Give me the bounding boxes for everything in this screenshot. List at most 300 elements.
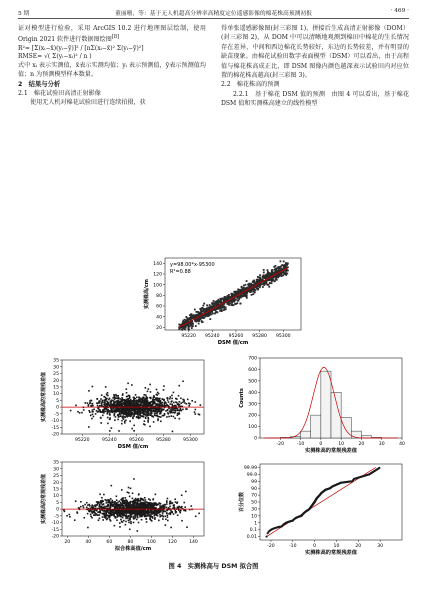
paragraph: 2.2.1 基于棉花 DSM 值的预测 由图 4 可以看出，基于棉花 DSM 值和实测株高建立的线性模型	[221, 90, 409, 108]
data-point	[132, 492, 134, 494]
data-point	[154, 510, 156, 512]
data-point	[267, 269, 269, 271]
data-point	[119, 398, 121, 400]
data-point	[121, 397, 123, 399]
data-point	[263, 269, 265, 271]
data-point	[137, 516, 139, 518]
data-point	[231, 296, 233, 298]
data-point	[139, 415, 141, 417]
data-point	[185, 321, 187, 323]
data-point	[128, 510, 130, 512]
data-point	[153, 401, 155, 403]
y-tick-label: 0.01	[246, 535, 257, 541]
data-point	[98, 400, 100, 402]
data-point	[129, 420, 131, 422]
data-point	[133, 408, 135, 410]
data-point	[109, 405, 111, 407]
data-point	[105, 516, 107, 518]
data-point	[205, 314, 207, 316]
data-point	[117, 515, 119, 517]
data-point	[173, 409, 175, 411]
data-point	[131, 504, 133, 506]
y-tick-label: 0	[254, 436, 257, 442]
data-point	[119, 522, 121, 524]
data-point	[120, 502, 122, 504]
data-point	[279, 266, 281, 268]
data-point	[202, 305, 204, 307]
data-point	[156, 397, 158, 399]
data-point	[199, 414, 201, 416]
data-point	[101, 497, 103, 499]
data-point	[90, 400, 92, 402]
paragraph: 式中 xᵢ 表示实测值，x̄表示实测均值；yᵢ 表示预测值，ȳ表示预测值均值；n 为预测模型样本数量。	[18, 61, 206, 79]
data-point	[143, 394, 145, 396]
data-point	[126, 392, 128, 394]
data-point	[130, 410, 132, 412]
histogram-bar	[321, 371, 331, 438]
data-point	[147, 420, 149, 422]
data-point	[238, 300, 240, 302]
data-point	[164, 511, 166, 513]
data-point	[142, 415, 144, 417]
data-point	[180, 409, 182, 411]
data-point	[155, 512, 157, 514]
data-point	[180, 510, 182, 512]
right-column	[221, 24, 409, 109]
data-point	[140, 512, 142, 514]
data-point	[144, 516, 146, 518]
data-point	[123, 514, 125, 516]
x-tick-label: 60	[106, 540, 113, 545]
data-point	[99, 514, 101, 516]
data-point	[151, 509, 153, 511]
data-point	[110, 411, 112, 413]
data-point	[179, 512, 181, 514]
data-point	[170, 502, 172, 504]
data-point	[183, 400, 185, 402]
y-tick-label: 99.99	[243, 466, 257, 472]
data-point	[138, 522, 140, 524]
x-tick-label: 10	[333, 544, 340, 549]
data-point	[146, 521, 148, 523]
data-point	[182, 409, 184, 411]
data-point	[107, 395, 109, 397]
data-point	[171, 511, 173, 513]
data-point	[173, 513, 175, 515]
data-point	[203, 308, 205, 310]
data-point	[243, 285, 245, 287]
data-point	[159, 514, 161, 516]
data-point	[110, 403, 112, 405]
data-point	[192, 325, 194, 327]
x-tick-label: 95260	[228, 334, 244, 339]
data-point	[130, 416, 132, 418]
data-point	[102, 411, 104, 413]
data-point	[105, 386, 107, 388]
data-point	[178, 395, 180, 397]
data-point	[280, 260, 282, 262]
data-point	[165, 405, 167, 407]
data-point	[198, 318, 200, 320]
data-point	[93, 416, 95, 418]
data-point	[127, 383, 129, 385]
left-column	[18, 24, 206, 108]
data-point	[116, 400, 118, 402]
data-point	[123, 511, 125, 513]
data-point	[259, 274, 261, 276]
data-point	[259, 286, 261, 288]
data-point	[123, 520, 125, 522]
y-axis-label: 实测株高的常规残差值	[41, 473, 47, 525]
data-point	[110, 498, 112, 500]
data-point	[183, 510, 185, 512]
data-point	[122, 505, 124, 507]
data-point	[177, 501, 179, 503]
data-point	[90, 415, 92, 417]
data-point	[108, 402, 110, 404]
data-point	[187, 399, 189, 401]
y-tick-label: 5	[56, 500, 59, 506]
y-tick-label: -5	[54, 412, 59, 418]
data-point	[148, 408, 150, 410]
data-point	[146, 414, 148, 416]
data-point	[138, 494, 140, 496]
data-point	[270, 279, 272, 281]
data-point	[206, 304, 208, 306]
data-point	[198, 320, 200, 322]
data-point	[118, 430, 120, 432]
data-point	[116, 495, 118, 497]
data-point	[114, 506, 116, 508]
data-point	[185, 491, 187, 493]
data-point	[257, 276, 259, 278]
data-point	[116, 411, 118, 413]
data-point	[134, 510, 136, 512]
data-point	[245, 284, 247, 286]
x-tick-label: 20	[358, 442, 365, 447]
data-point	[267, 276, 269, 278]
data-point	[158, 520, 160, 522]
data-point	[236, 302, 238, 304]
data-point	[214, 303, 216, 305]
data-point	[114, 411, 116, 413]
data-point	[159, 410, 161, 412]
x-axis-label: 拟合株高值/cm	[114, 546, 152, 552]
y-tick-label: 80	[156, 293, 162, 299]
data-point	[101, 509, 103, 511]
data-point	[137, 502, 139, 504]
data-point	[109, 414, 111, 416]
data-point	[157, 418, 159, 420]
data-point	[107, 417, 109, 419]
r2-label: R²=0.88	[170, 269, 191, 275]
data-point	[172, 412, 174, 414]
equation-label: y=98.00*x-95300	[170, 262, 215, 268]
data-point	[162, 402, 164, 404]
data-point	[161, 515, 163, 517]
data-point	[151, 416, 153, 418]
data-point	[271, 271, 273, 273]
y-tick-label: 50	[251, 500, 257, 506]
data-point	[198, 513, 200, 515]
data-point	[118, 514, 120, 516]
data-point	[63, 509, 65, 511]
data-point	[87, 405, 89, 407]
data-point	[149, 426, 151, 428]
data-point	[156, 394, 158, 396]
data-point	[77, 411, 79, 413]
data-point	[129, 395, 131, 397]
data-point	[159, 402, 161, 404]
data-point	[144, 400, 146, 402]
data-point	[109, 430, 111, 432]
y-tick-label: 600	[248, 368, 257, 374]
data-point	[175, 501, 177, 503]
data-point	[111, 500, 113, 502]
data-point	[119, 511, 121, 513]
data-point	[144, 420, 146, 422]
data-point	[100, 417, 102, 419]
data-point	[150, 409, 152, 411]
x-tick-label: 95280	[252, 334, 267, 339]
data-point	[106, 500, 108, 502]
data-point	[150, 519, 152, 521]
data-point	[167, 399, 169, 401]
data-point	[257, 281, 259, 283]
data-point	[201, 321, 203, 323]
data-point	[200, 311, 202, 313]
data-point	[145, 394, 147, 396]
data-point	[121, 499, 123, 501]
data-point	[126, 413, 128, 415]
data-point	[168, 416, 170, 418]
data-point	[164, 504, 166, 506]
data-point	[153, 397, 155, 399]
data-point	[158, 398, 160, 400]
data-point	[274, 268, 276, 270]
data-point	[177, 413, 179, 415]
data-point	[216, 300, 218, 302]
data-point	[135, 498, 137, 500]
data-point	[130, 501, 132, 503]
data-point	[107, 392, 109, 394]
data-point	[189, 403, 191, 405]
data-point	[133, 522, 135, 524]
data-point	[151, 516, 153, 518]
data-point	[130, 516, 132, 518]
data-point	[119, 411, 121, 413]
y-tick-label: 35	[53, 460, 59, 466]
data-point	[104, 404, 106, 406]
x-tick-label: 95300	[183, 438, 198, 443]
data-point	[95, 413, 97, 415]
data-point	[139, 503, 141, 505]
y-tick-label: 20	[53, 480, 59, 486]
data-point	[136, 396, 138, 398]
data-point	[100, 398, 102, 400]
data-point	[133, 502, 135, 504]
paragraph: 得单张遥感影像图(封三彩图 1)，拼接后生成高清正射影像（DOM）(封三彩图 2)，从 DOM 中可以清晰地观测到棉田中棉花的生长情况存在差异，中间和西边棉花长势较好，东边的长势较差，并有明显的缺苗现象。由棉花试验田数字表面模型（DSM）可以看出，由于高程值与棉花株高成正比，即 DSM 图像内颜色越深表示试验田内对应位置的棉花株高越高(封三彩图 3)。	[221, 25, 409, 80]
data-point	[100, 422, 102, 424]
data-point	[133, 478, 135, 480]
y-tick-label: 100	[153, 283, 162, 289]
data-point	[147, 503, 149, 505]
data-point	[106, 408, 108, 410]
data-point	[255, 286, 257, 288]
y-tick-label: 35	[53, 358, 59, 364]
data-point	[149, 404, 151, 406]
y-tick-label: 10	[53, 494, 59, 500]
data-point	[152, 511, 154, 513]
data-point	[163, 389, 165, 391]
data-point	[126, 396, 128, 398]
data-point	[158, 416, 160, 418]
data-point	[115, 517, 117, 519]
data-point	[132, 417, 134, 419]
data-point	[287, 263, 289, 265]
data-point	[75, 500, 77, 502]
data-point	[253, 291, 255, 293]
data-point	[127, 492, 129, 494]
y-tick-label: 10	[53, 392, 59, 398]
data-point	[182, 380, 184, 382]
data-point	[125, 511, 127, 513]
y-tick-label: 60	[156, 304, 162, 310]
data-point	[206, 310, 208, 312]
data-point	[196, 315, 198, 317]
data-point	[152, 507, 154, 509]
data-point	[150, 391, 152, 393]
data-point	[226, 303, 228, 305]
data-point	[178, 506, 180, 508]
data-point	[229, 302, 231, 304]
data-point	[117, 395, 119, 397]
data-point	[143, 404, 145, 406]
data-point	[159, 408, 161, 410]
data-point	[118, 416, 120, 418]
data-point	[102, 507, 104, 509]
data-point	[153, 395, 155, 397]
data-point	[97, 411, 99, 413]
data-point	[178, 509, 180, 511]
data-point	[110, 401, 112, 403]
data-point	[117, 407, 119, 409]
data-point	[378, 467, 380, 469]
data-point	[124, 408, 126, 410]
data-point	[147, 515, 149, 517]
data-point	[102, 516, 104, 518]
data-point	[130, 523, 132, 525]
data-point	[159, 413, 161, 415]
data-point	[102, 400, 104, 402]
data-point	[215, 301, 217, 303]
data-point	[170, 411, 172, 413]
data-point	[109, 519, 111, 521]
data-point	[121, 489, 123, 491]
data-point	[221, 304, 223, 306]
y-tick-label: 90	[251, 486, 257, 492]
formula-rmse: RMSE= √( Σ(yᵢ−xᵢ)² / n )	[18, 52, 92, 60]
data-point	[93, 408, 95, 410]
data-point	[132, 498, 134, 500]
data-point	[119, 500, 121, 502]
data-point	[179, 418, 181, 420]
data-point	[124, 421, 126, 423]
data-point	[166, 405, 168, 407]
data-point	[104, 400, 106, 402]
y-tick-label: -20	[51, 432, 59, 438]
data-point	[163, 399, 165, 401]
data-point	[85, 402, 87, 404]
data-point	[263, 272, 265, 274]
data-point	[98, 519, 100, 521]
data-point	[227, 295, 229, 297]
data-point	[102, 513, 104, 515]
data-point	[128, 492, 130, 494]
x-tick-label: 0	[313, 544, 317, 549]
data-point	[140, 402, 142, 404]
data-point	[115, 504, 117, 506]
data-point	[148, 402, 150, 404]
data-point	[152, 399, 154, 401]
data-point	[160, 416, 162, 418]
data-point	[263, 277, 265, 279]
data-point	[102, 415, 104, 417]
data-point	[150, 404, 152, 406]
data-point	[184, 319, 186, 321]
data-point	[138, 399, 140, 401]
data-point	[191, 400, 193, 402]
data-point	[145, 416, 147, 418]
data-point	[109, 398, 111, 400]
data-point	[90, 514, 92, 516]
y-axis-label: 实测株高/cm	[144, 278, 150, 310]
data-point	[200, 404, 202, 406]
data-point	[170, 527, 172, 529]
data-point	[89, 411, 91, 413]
data-point	[136, 408, 138, 410]
data-point	[156, 389, 158, 391]
data-point	[183, 502, 185, 504]
x-tick-label: 0	[319, 442, 323, 447]
data-point	[166, 503, 168, 505]
histogram-bar	[311, 415, 321, 438]
data-point	[121, 521, 123, 523]
data-point	[162, 404, 164, 406]
data-point	[122, 393, 124, 395]
data-point	[80, 501, 82, 503]
data-point	[174, 418, 176, 420]
data-point	[98, 502, 100, 504]
data-point	[110, 485, 112, 487]
data-point	[107, 518, 109, 520]
data-point	[143, 396, 145, 398]
data-point	[215, 311, 217, 313]
data-point	[113, 396, 115, 398]
data-point	[180, 397, 182, 399]
data-point	[83, 517, 85, 519]
data-point	[194, 413, 196, 415]
data-point	[130, 412, 132, 414]
data-point	[204, 310, 206, 312]
data-point	[99, 504, 101, 506]
data-point	[79, 412, 81, 414]
data-point	[140, 412, 142, 414]
data-point	[154, 410, 156, 412]
data-point	[167, 515, 169, 517]
data-point	[88, 426, 90, 428]
data-point	[188, 405, 190, 407]
